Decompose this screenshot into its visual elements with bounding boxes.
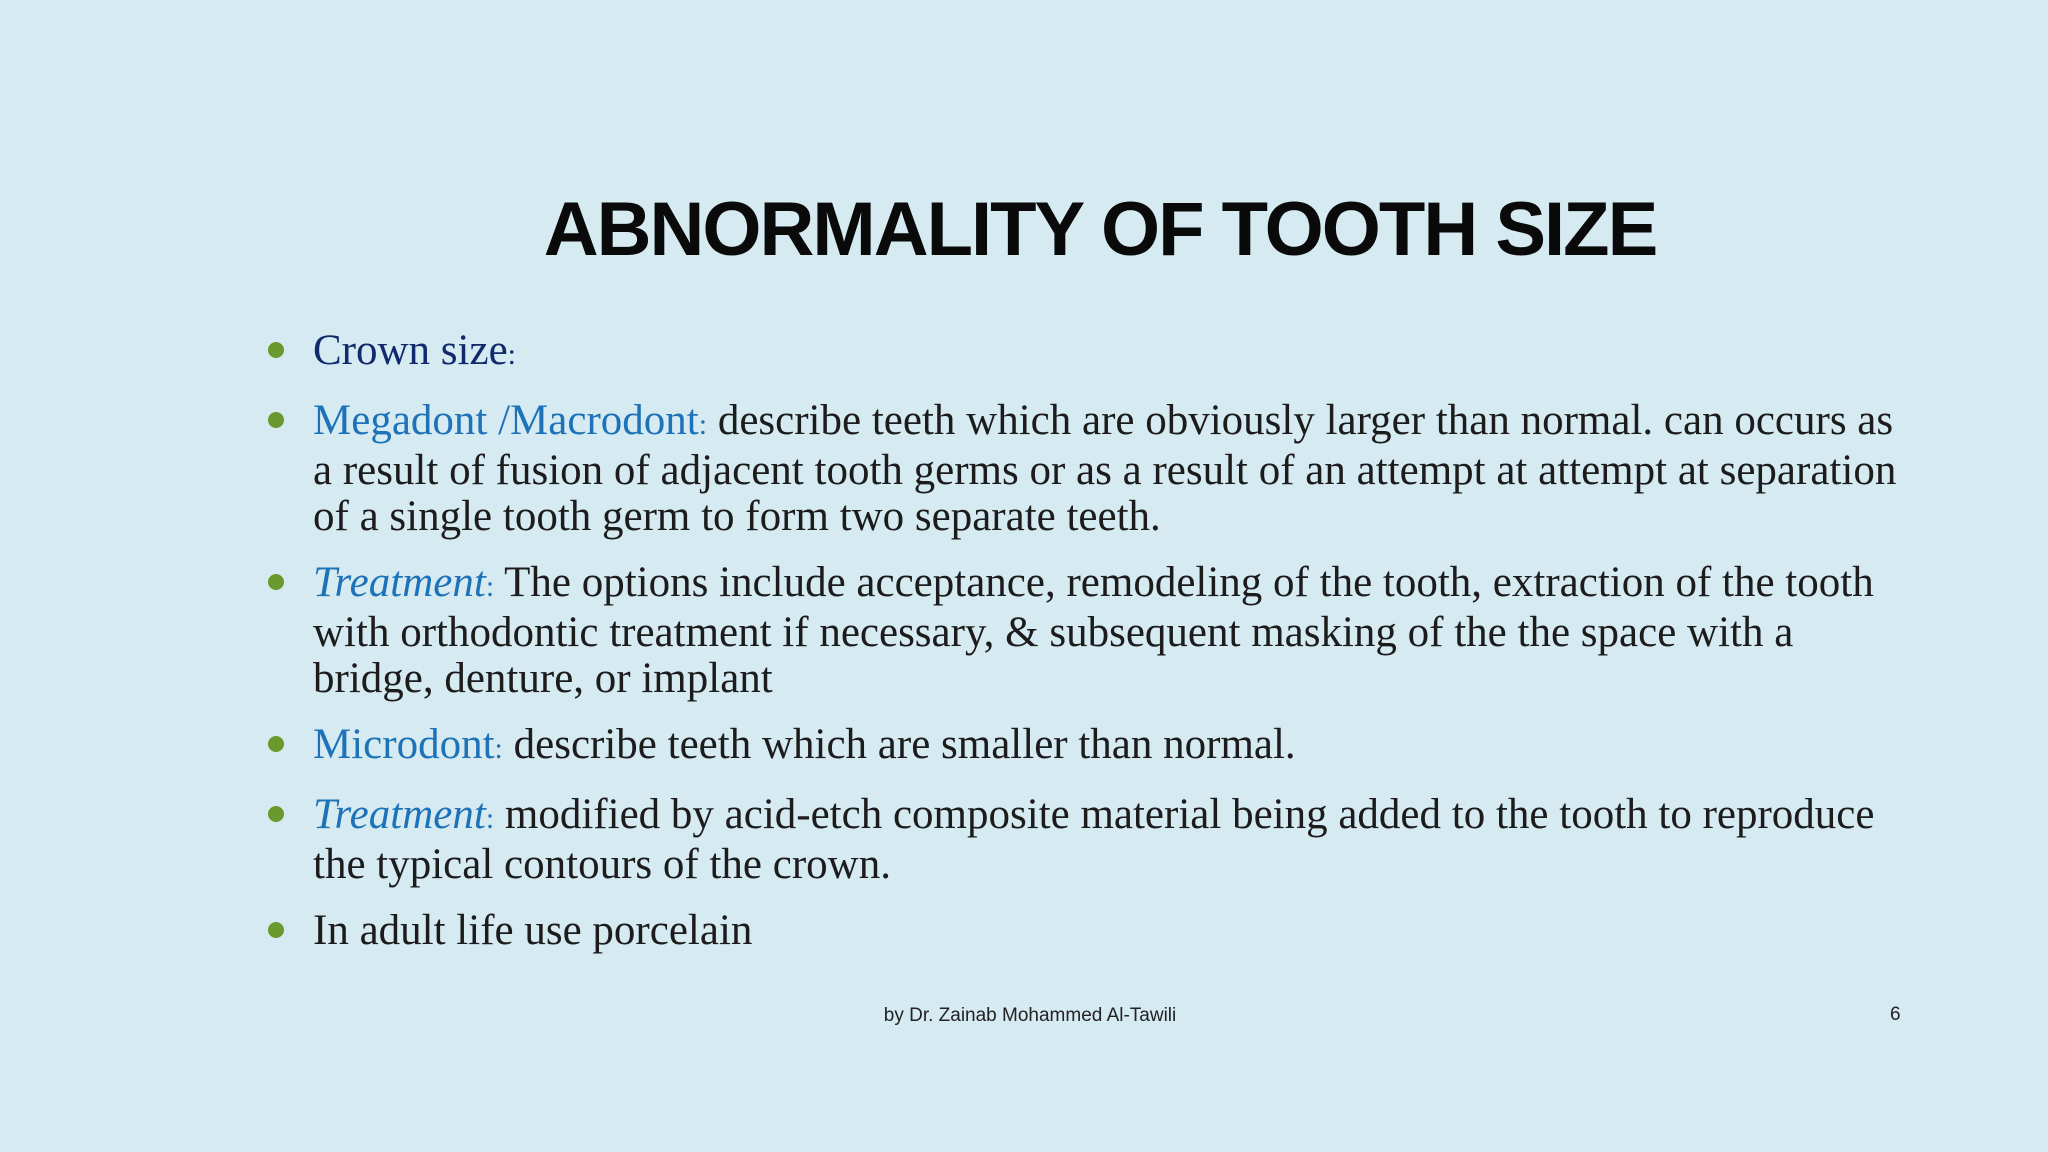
bullet-separator: :	[494, 732, 503, 765]
bullet-dot-icon	[268, 342, 284, 358]
bullet-text: describe teeth which are smaller than normal.	[502, 721, 1296, 768]
slide-footer: by Dr. Zainab Mohammed Al-Tawili	[883, 1005, 1177, 1026]
bullet-dot-icon	[268, 412, 284, 428]
bullet-item-microdont	[265, 722, 1905, 772]
bullet-list	[265, 328, 1905, 974]
bullet-item-megadont	[265, 398, 1905, 540]
page-number: 6	[1890, 1004, 1901, 1025]
bullet-term: Megadont /Macrodont	[313, 397, 699, 444]
bullet-dot-icon	[268, 806, 284, 822]
bullet-dot-icon	[268, 922, 284, 938]
bullet-term: Treatment	[313, 791, 486, 838]
bullet-dot-icon	[268, 736, 284, 752]
bullet-item-porcelain	[265, 908, 1905, 954]
bullet-item-treatment-1	[265, 560, 1905, 702]
bullet-item-treatment-2	[265, 792, 1905, 888]
bullet-item-crown-size	[265, 328, 1905, 378]
bullet-separator: :	[485, 570, 495, 603]
bullet-text: In adult life use porcelain	[313, 907, 753, 954]
bullet-term: Treatment	[313, 559, 486, 606]
bullet-text: modified by acid-etch composite material being added to the tooth to reproduce the typical contours of the crown.	[313, 791, 1875, 888]
bullet-term: Crown size	[313, 327, 508, 374]
bullet-text: The options include acceptance, remodeling of the tooth, extraction of the tooth with orthodontic treatment if necessary, & subsequent masking of the the space with a bridge, denture, or implant	[313, 559, 1874, 702]
bullet-dot-icon	[268, 574, 284, 590]
bullet-text: describe teeth which are obviously larger than normal. can occurs as a result of fusion of adjacent tooth germs or as a result of an attempt at attempt at separation of a single tooth germ to form two separate teeth.	[313, 397, 1897, 540]
slide-title: ABNORMALITY OF TOOTH SIZE	[543, 187, 1657, 272]
bullet-separator: :	[698, 408, 708, 441]
bullet-separator: :	[485, 802, 495, 835]
bullet-separator: :	[507, 338, 516, 371]
bullet-term: Microdont	[313, 721, 495, 768]
